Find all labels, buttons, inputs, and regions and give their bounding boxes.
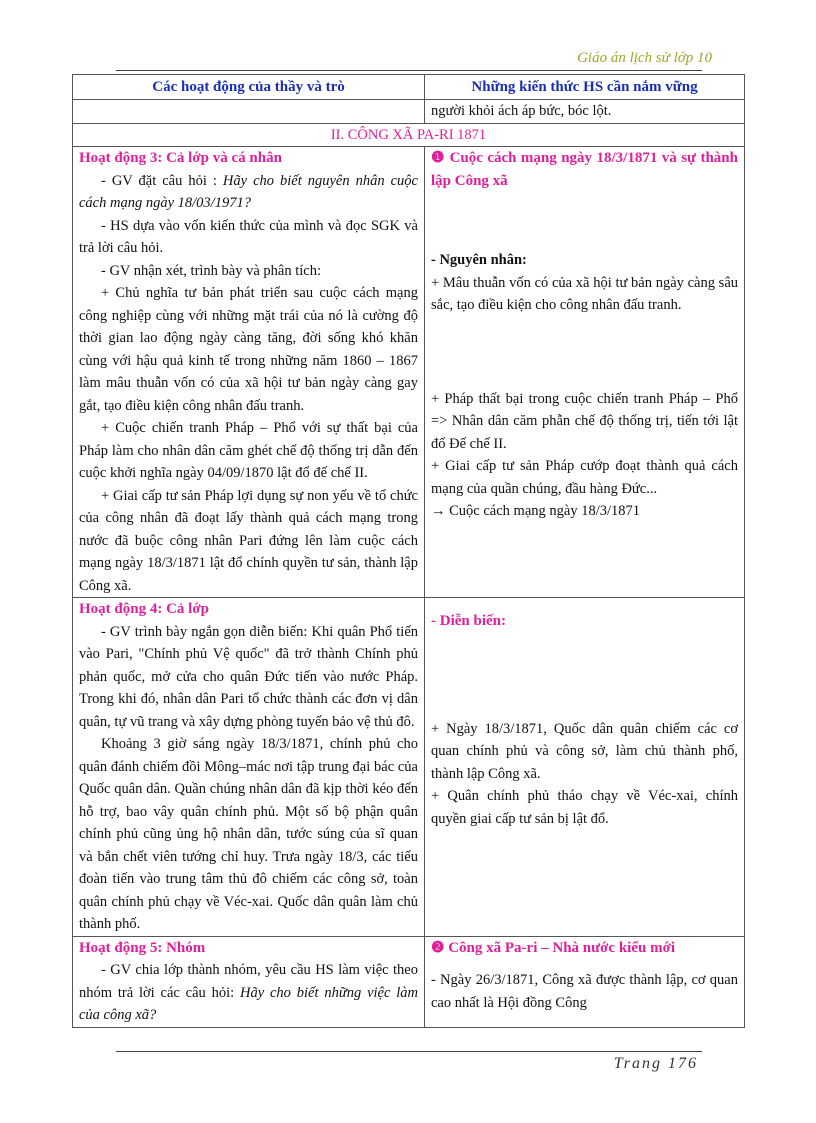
knowledge-3-heading: ❶ Cuộc cách mạng ngày 18/3/1871 và sự thành lập Công xã	[431, 150, 738, 189]
knowledge-3-cell	[425, 147, 745, 598]
knowledge-4-cell	[425, 598, 745, 937]
activity-5-question: Hãy cho biết những việc làm của công xã?	[79, 984, 418, 1023]
progress-1: + Ngày 18/3/1871, Quốc dân quân chiếm các cơ quan chính phủ và công sở, làm chủ thành phố, thành lập Công xã.	[431, 720, 738, 782]
cause-3: + Giai cấp tư sản Pháp cướp đoạt thành quả cách mạng của quần chúng, đầu hàng Đức...	[431, 458, 738, 497]
carryover-text: người khỏi ách áp bức, bóc lột.	[425, 100, 745, 124]
activity-5-cell	[73, 936, 425, 1027]
activity-3-p2: - HS dựa vào vốn kiến thức của mình và đọc SGK và trả lời câu hỏi.	[79, 217, 418, 256]
activity-3-question: Hãy cho biết nguyên nhân cuộc cách mạng ngày 18/03/1971?	[79, 172, 418, 211]
activity-3-question-prefix: - GV đặt câu hỏi :	[101, 172, 223, 189]
activity-4-row	[73, 598, 745, 937]
activity-4-p1: - GV trình bày ngắn gọn diễn biến: Khi quân Phổ tiến vào Pari, "Chính phủ Vệ quốc" đã trở thành Chính phủ phản quốc, mở cửa cho quân Đức tiến vào nước Pháp. Trong khi đó, nhân dân Pari tổ chức thành các đơn vị dân quân, tự vũ trang và xây dựng phòng tuyến bảo vệ thủ đô.	[79, 623, 418, 730]
document-header-title: Giáo án lịch sử lớp 10	[577, 50, 712, 66]
table-header-row	[73, 75, 745, 100]
cause-4: → Cuộc cách mạng ngày 18/3/1871	[431, 503, 640, 519]
progress-label: - Diễn biến:	[431, 613, 506, 629]
footer-rule	[116, 1051, 702, 1052]
column-header-knowledge: Những kiến thức HS cần nắm vững	[425, 75, 745, 100]
activity-4-p2: Khoảng 3 giờ sáng ngày 18/3/1871, chính phủ cho quân đánh chiếm đồi Mông–mác nơi tập trung đại bác của Quốc quân dân. Quần chúng nhân dân đã kịp thời kéo đến hỗ trợ, bao vây quân chính phủ. Một số bộ phận quân chính phủ cũng ủng hộ nhân dân, tước súng của sĩ quan và bắn chết viên tướng chỉ huy. Trưa ngày 18/3, các tiểu đoàn tiến vào trung tâm thủ đô chiếm các công sở, toàn quân chính phủ chạy về Véc-xai. Quốc dân quân làm chủ thành phố.	[79, 736, 418, 932]
activity-4-cell	[73, 598, 425, 937]
activity-3-p3: - GV nhận xét, trình bày và phân tích:	[101, 262, 321, 279]
activity-5-title: Hoạt động 5: Nhóm	[79, 939, 206, 956]
activity-3-title: Hoạt động 3: Cả lớp và cá nhân	[79, 150, 282, 166]
section-row	[73, 123, 745, 147]
cause-label: - Nguyên nhân:	[431, 252, 527, 268]
knowledge-5-heading: ❷ Công xã Pa-ri – Nhà nước kiểu mới	[431, 939, 676, 956]
activity-3-p4: + Chủ nghĩa tư bản phát triển sau cuộc cách mạng công nghiệp cùng với những mặt trái của nó là cường độ thời gian lao động ngày càng tăng, đời sống khó khăn cùng với hậu quả kinh tế trong những năm 1860 – 1867 làm mâu thuẫn vốn có của xã hội tư bản ngày càng gay gắt, tạo điều kiện công nhân đấu tranh.	[79, 285, 418, 414]
activity-3-p6: + Giai cấp tư sản Pháp lợi dụng sự non yếu về tổ chức của công nhân đã đoạt lấy thành quả cách mạng trong nước đã buộc công nhân Pari đứng lên làm cuộc cách mạng ngày 18/3/1871 lật đổ chính quyền tư sản, thành lập Công xã.	[79, 487, 418, 594]
header-rule	[116, 70, 702, 71]
progress-2: + Quân chính phủ tháo chạy về Véc-xai, chính quyền giai cấp tư sản bị lật đổ.	[431, 788, 738, 827]
knowledge-5-cell	[425, 936, 745, 1027]
page-number: Trang 176	[613, 1055, 698, 1072]
section-title: II. CÔNG XÃ PA-RI 1871	[73, 123, 745, 147]
carryover-row	[73, 100, 745, 124]
activity-5-prefix: - GV chia lớp thành nhóm, yêu cầu HS làm việc theo nhóm trả lời các câu hỏi:	[79, 962, 418, 1001]
activity-3-cell	[73, 147, 425, 598]
cause-2: + Pháp thất bại trong cuộc chiến tranh Pháp – Phổ => Nhân dân căm phẫn chế độ thống trị, tiến tới lật đổ Đế chế II.	[431, 390, 738, 452]
activity-3-p5: + Cuộc chiến tranh Pháp – Phổ với sự thất bại của Pháp làm cho nhân dân căm ghét chế độ thống trị dẫn đến cuộc khởi nghĩa ngày 04/09/1870 lật đổ đế chế II.	[79, 420, 418, 481]
cause-1: + Mâu thuẫn vốn có của xã hội tư bản ngày càng sâu sắc, tạo điều kiện cho công nhân đấu tranh.	[431, 274, 738, 313]
activity-5-row	[73, 936, 745, 1027]
activity-3-row	[73, 147, 745, 598]
activity-4-title: Hoạt động 4: Cả lớp	[79, 601, 209, 617]
lesson-table	[72, 74, 745, 1028]
column-header-activities: Các hoạt động của thầy và trò	[73, 75, 425, 100]
knowledge-5-p1: - Ngày 26/3/1871, Công xã được thành lập, cơ quan cao nhất là Hội đồng Công	[431, 972, 738, 1011]
